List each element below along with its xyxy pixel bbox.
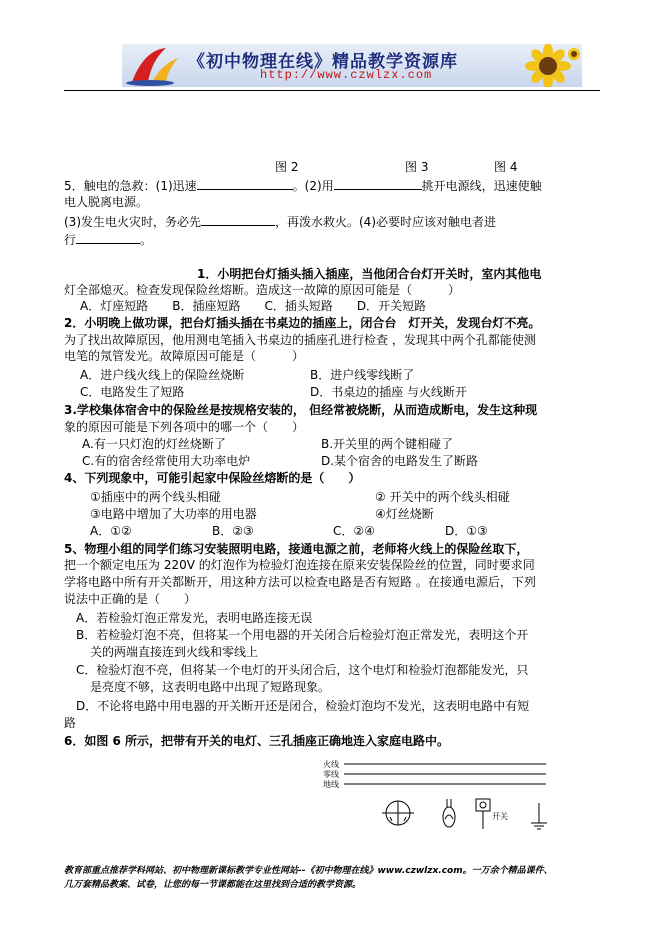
socket-icon bbox=[382, 801, 414, 825]
p4-item-2: ② 开关中的两个线头相碰 bbox=[375, 490, 510, 504]
label-neutral-wire: 零线 bbox=[323, 770, 339, 779]
blank-3 bbox=[201, 214, 275, 226]
p4-option-a: A．①② bbox=[90, 524, 132, 538]
p2-line-2: 为了找出故障原因，他用测电笔插入书桌边的插座孔进行检查 ，发现其中两个孔都能使测 bbox=[64, 333, 536, 347]
p6-line-1: 6．如图 6 所示，把带有开关的电灯、三孔插座正确地连入家庭电路中。 bbox=[64, 734, 450, 748]
p2-option-c: C．电路发生了短路 bbox=[80, 385, 185, 399]
p4-option-b: B．②③ bbox=[212, 524, 254, 538]
p1-options: A．灯座短路 B．插座短路 C．插头短路 D．开关短路 bbox=[80, 299, 427, 313]
p2-line-3: 电笔的氖管发光。故障原因可能是（ ） bbox=[64, 349, 305, 363]
footer-line-1: 教育部重点推荐学科网站、初中物理新课标教学专业性网站--《初中物理在线》www.czwlzx.com。一万余个精品课件、 bbox=[64, 866, 553, 876]
p2-option-a: A．进户线火线上的保险丝烧断 bbox=[80, 368, 245, 382]
p1-line-1: 1．小明把台灯插头插入插座，当他闭合台灯开关时，室内其他电 bbox=[197, 267, 542, 281]
figure-label-3: 图 3 bbox=[405, 160, 429, 174]
header-banner bbox=[122, 44, 582, 87]
p4-option-d: D．①③ bbox=[445, 524, 488, 538]
logo-icon bbox=[122, 44, 182, 87]
footer-line-2: 几万套精品教案、试卷，让您的每一节课都能在这里找到合适的教学资源。 bbox=[64, 880, 362, 890]
p5-line-3: 学将电路中所有开关都断开，用这种方法可以检查电路是否有短路 。在接通电源后，下列 bbox=[64, 575, 536, 589]
label-ground-wire: 地线 bbox=[323, 780, 339, 789]
p5-option-b-1: B．若检验灯泡不亮，但将某一个用电器的开关闭合后检验灯泡正常发光，表明这个开 bbox=[76, 628, 529, 642]
p5-option-c-1: C．检验灯泡不亮，但将某一个电灯的开头闭合后，这个电灯和检验灯泡都能发光，只 bbox=[76, 663, 529, 677]
label-switch: 开关 bbox=[492, 812, 508, 821]
q5-line-2: 电人脱离电源。 bbox=[64, 195, 149, 209]
sunflower-icon bbox=[518, 44, 582, 87]
p5-line-1: 5、物理小组的同学们练习安装照明电路，接通电源之前，老师将火线上的保险丝取下， bbox=[64, 542, 529, 556]
p5-option-b-2: 关的两端直接连到火线和零线上 bbox=[90, 645, 259, 659]
p4-item-1: ①插座中的两个线头相碰 bbox=[90, 490, 221, 504]
ground-icon bbox=[531, 803, 547, 829]
bulb-icon bbox=[443, 799, 455, 827]
banner-title: 《初中物理在线》精品教学资源库 bbox=[188, 52, 458, 72]
p3-line-2: 象的原因可能是下列各项中的哪一个（ ） bbox=[64, 420, 305, 434]
blank-2 bbox=[334, 178, 422, 190]
p4-item-4: ④灯丝烧断 bbox=[375, 507, 434, 521]
switch-icon bbox=[476, 799, 490, 829]
q5-line-3: (3)发生电火灾时，务必先 ，再泼水救火。(4)必要时应该对触电者进 bbox=[64, 215, 496, 229]
p3-option-a: A.有一只灯泡的灯丝烧断了 bbox=[82, 437, 226, 451]
p4-line-1: 4、下列现象中，可能引起家中保险丝熔断的是（ ） bbox=[64, 471, 361, 485]
q5-line-4: 行 。 bbox=[64, 233, 153, 247]
p5-line-4: 说法中正确的是（ ） bbox=[64, 592, 197, 606]
p3-option-c: C.有的宿舍经常使用大功率电炉 bbox=[82, 454, 251, 468]
p5-option-d-2: 路 bbox=[64, 716, 77, 730]
p4-option-c: C．②④ bbox=[333, 524, 375, 538]
p3-option-b: B.开关里的两个键相碰了 bbox=[321, 437, 454, 451]
circuit-diagram bbox=[320, 755, 560, 845]
p5-option-a: A．若检验灯泡正常发光，表明电路连接无误 bbox=[76, 611, 313, 625]
label-live-wire: 火线 bbox=[323, 760, 339, 769]
q5-line-1: 5．触电的急救：(1)迅速 。(2)用 挑开电源线，迅速使触 bbox=[64, 179, 542, 193]
banner-url: http://www.czwlzx.com bbox=[260, 68, 433, 82]
p4-item-3: ③电路中增加了大功率的用电器 bbox=[90, 507, 257, 521]
p2-option-b: B．进户线零线断了 bbox=[310, 368, 415, 382]
p3-line-1: 3.学校集体宿舍中的保险丝是按规格安装的， 但经常被烧断，从而造成断电，发生这种现 bbox=[64, 403, 538, 417]
p2-option-d: D．书桌边的插座 与火线断开 bbox=[310, 385, 468, 399]
figure-label-4: 图 4 bbox=[494, 160, 518, 174]
header-rule bbox=[64, 90, 600, 91]
p5-option-d-1: D．不论将电路中用电器的开关断开还是闭合，检验灯泡均不发光，这表明电路中有短 bbox=[76, 699, 530, 713]
figure-label-2: 图 2 bbox=[275, 160, 299, 174]
p1-line-2: 灯全部熄灭。检查发现保险丝熔断。造成这一故障的原因可能是（ ） bbox=[64, 283, 461, 297]
blank-1 bbox=[197, 178, 293, 190]
blank-4 bbox=[76, 232, 140, 244]
p2-line-1: 2．小明晚上做功课，把台灯插头插在书桌边的插座上，闭合台 灯开关，发现台灯不亮。 bbox=[64, 316, 541, 330]
p3-option-d: D.某个宿舍的电路发生了断路 bbox=[321, 454, 479, 468]
p5-option-c-2: 是亮度不够，这表明电路中出现了短路现象。 bbox=[90, 680, 331, 694]
p5-line-2: 把一个额定电压为 220V 的灯泡作为检验灯泡连接在原来安装保险丝的位置，同时要求同 bbox=[64, 558, 535, 572]
